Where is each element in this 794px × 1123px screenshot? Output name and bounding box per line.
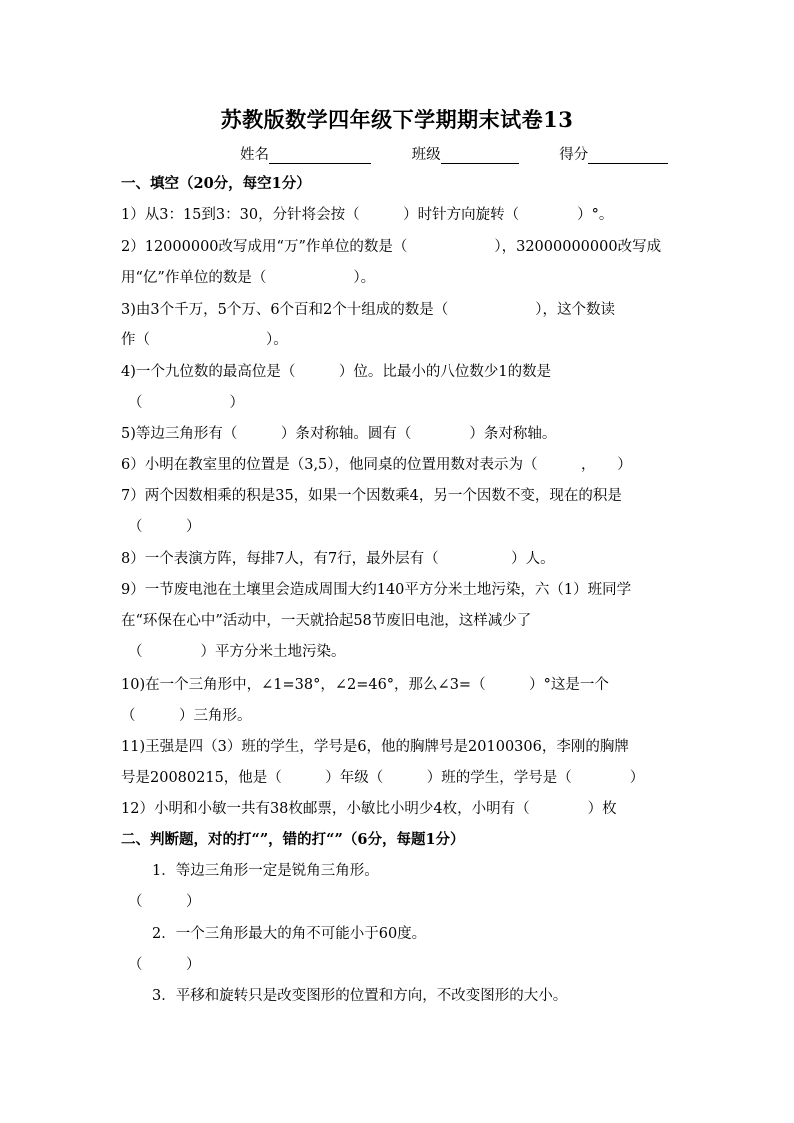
question-line: 3．平移和旋转只是改变图形的位置和方向，不改变图形的大小。 [152,988,568,1004]
class-label: 班级 [411,147,441,163]
class-blank [441,148,519,164]
question-line: 10)在一个三角形中，∠1=38°，∠2=46°，那么∠3=（ ）°这是一个 [121,677,609,693]
section-heading-true-false: 二、判断题，对的打“”，错的打“”（6分，每题1分） [121,831,465,848]
question-line: （ ） [128,519,201,535]
name-label: 姓名 [240,147,269,163]
question-line: 11)王强是四（3）班的学生，学号是6，他的胸牌号是20100306，李刚的胸牌 [121,739,629,755]
question-line: 4)一个九位数的最高位是（ ）位。比最小的八位数少1的数是 [121,364,552,380]
student-info-row [240,143,668,164]
page-title: 苏教版数学四年级下学期期末试卷13 [220,107,574,132]
question-line: 在“环保在心中”活动中，一天就拾起58节废旧电池，这样减少了 [121,613,532,629]
question-line: 1．等边三角形一定是锐角三角形。 [152,863,379,879]
question-line: 7）两个因数相乘的积是35，如果一个因数乘4，另一个因数不变，现在的积是 [121,488,622,504]
question-line: 12）小明和小敏一共有38枚邮票，小敏比小明少4枚，小明有（ ）枚 [121,801,617,817]
class-field [412,143,519,164]
question-line: 用“亿”作单位的数是（ ）。 [121,270,376,286]
answer-bracket: （ ） [128,957,201,973]
answer-bracket: （ ） [128,894,201,910]
name-blank [269,148,371,164]
question-line: （ ） [128,395,244,411]
section-heading-fill-in: 一、填空（20分，每空1分） [121,175,311,192]
question-line: 1）从3：15到3：30，分针将会按（ ）时针方向旋转（ ）°。 [121,207,614,223]
score-blank [588,148,668,164]
question-line: （ ）平方分米土地污染。 [128,644,346,660]
question-line: 6）小明在教室里的位置是（3,5），他同桌的位置用数对表示为（ ， ） [121,457,632,473]
question-line: 5)等边三角形有（ ）条对称轴。圆有（ ）条对称轴。 [121,426,557,442]
name-field [240,143,371,164]
score-label: 得分 [559,147,589,163]
question-line: 9）一节废电池在土壤里会造成周围大约140平方分米土地污染，六（1）班同学 [121,582,632,598]
question-line: 作（ ）。 [121,332,288,348]
question-line: 2）12000000改写成用“万”作单位的数是（ ），32000000000改写成 [121,239,662,255]
question-line: 号是20080215，他是（ ）年级（ ）班的学生，学号是（ ） [121,770,645,786]
question-line: （ ）三角形。 [121,708,252,724]
question-line: 2．一个三角形最大的角不可能小于60度。 [152,926,427,942]
question-line: 3)由3个千万，5个万、6个百和2个十组成的数是（ ），这个数读 [121,302,616,318]
question-line: 8）一个表演方阵，每排7人，有7行，最外层有（ ）人。 [121,551,555,567]
score-field [559,143,668,164]
